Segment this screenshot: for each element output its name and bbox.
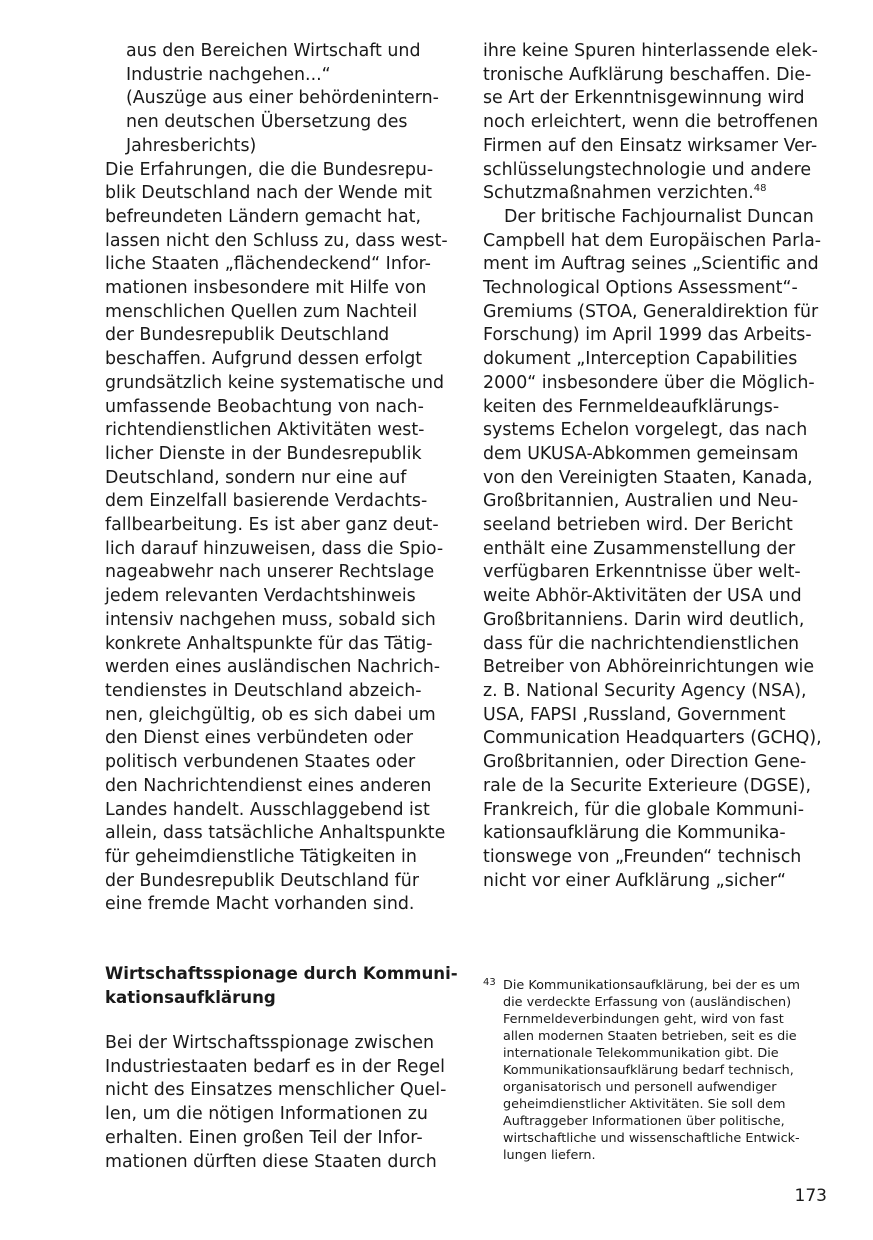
- text-line: werden eines ausländischen Nachrich-: [105, 657, 440, 678]
- footnote-line: Die Kommunikationsaufklärung, bei der es um: [503, 978, 800, 993]
- text-line: Deutschland, sondern nur eine auf: [105, 467, 407, 488]
- text-line: USA, FAPSI ,Russland, Government: [483, 704, 786, 725]
- text-line: schlüsselungstechnologie und andere: [483, 159, 812, 180]
- footnote-line: lungen liefern.: [503, 1148, 596, 1163]
- quote-line: nen deutschen Übersetzung des: [126, 112, 408, 133]
- text-line: dem Einzelfall basierende Verdachts-: [105, 491, 428, 512]
- quote-block: [105, 40, 455, 159]
- body-paragraph: [105, 159, 455, 918]
- quote-line: Industrie nachgehen...“: [126, 64, 331, 85]
- text-line: eine fremde Macht vorhanden sind.: [105, 894, 415, 915]
- body-paragraph: [483, 40, 843, 206]
- text-line: enthält eine Zusammenstellung der: [483, 538, 796, 559]
- text-line: licher Dienste in der Bundesrepublik: [105, 443, 422, 464]
- text-line: Großbritanniens. Darin wird deutlich,: [483, 609, 805, 630]
- text-line: den Dienst eines verbündeten oder: [105, 728, 414, 749]
- quote-line: (Auszüge aus einer behördenintern-: [126, 88, 439, 109]
- text-line: systems Echelon vorgelegt, das nach: [483, 420, 808, 441]
- text-line: Landes handelt. Ausschlaggebend ist: [105, 799, 430, 820]
- text-line: befreundeten Ländern gemacht hat,: [105, 206, 421, 227]
- text-line: grundsätzlich keine systematische und: [105, 372, 445, 393]
- text-line: rale de la Securite Exterieure (DGSE),: [483, 775, 811, 796]
- text-line: seeland betrieben wird. Der Bericht: [483, 515, 793, 536]
- text-line: Forschung) im April 1999 das Arbeits-: [483, 325, 812, 346]
- text-segment: Schutzmaßnahmen verzichten.: [483, 183, 754, 204]
- footnote-line: Fernmeldeverbindungen geht, wird von fast: [503, 1012, 784, 1027]
- text-line: weite Abhör-Aktivitäten der USA und: [483, 586, 802, 607]
- text-line: Gremiums (STOA, Generaldirektion für: [483, 301, 819, 322]
- text-line: keiten des Fernmeldeaufklärungs-: [483, 396, 780, 417]
- text-line: konkrete Anhaltspunkte für das Tätig-: [105, 633, 433, 654]
- text-line: nageabwehr nach unserer Rechtslage: [105, 562, 435, 583]
- text-line: beschaffen. Aufgrund dessen erfolgt: [105, 349, 423, 370]
- text-line: intensiv nachgehen muss, sobald sich: [105, 609, 436, 630]
- text-line: se Art der Erkenntnisgewinnung wird: [483, 88, 805, 109]
- right-column: [483, 40, 843, 893]
- footnote-line: organisatorisch und personell aufwendiger: [503, 1080, 777, 1095]
- text-line: der Bundesrepublik Deutschland: [105, 325, 390, 346]
- footnote-line: Kommunikationsaufklärung bedarf technisch,: [503, 1063, 794, 1078]
- text-line: 2000“ insbesondere über die Möglich-: [483, 372, 815, 393]
- text-line: Großbritannien, oder Direction Gene-: [483, 752, 807, 773]
- text-line: jedem relevanten Verdachtshinweis: [105, 586, 416, 607]
- footnote-line: Auftraggeber Informationen über politische,: [503, 1114, 785, 1129]
- text-line: Die Erfahrungen, die die Bundesrepu-: [105, 159, 434, 180]
- text-line: nen, gleichgültig, ob es sich dabei um: [105, 704, 436, 725]
- text-line: Communication Headquarters (GCHQ),: [483, 728, 822, 749]
- text-line: nicht des Einsatzes menschlicher Quel-: [105, 1080, 447, 1101]
- text-line: der Bundesrepublik Deutschland für: [105, 870, 419, 891]
- text-line: [483, 182, 843, 206]
- text-line: für geheimdienstliche Tätigkeiten in: [105, 846, 417, 867]
- text-line: kationsaufklärung die Kommunika-: [483, 823, 786, 844]
- text-line: von den Vereinigten Staaten, Kanada,: [483, 467, 813, 488]
- text-line: Technological Options Assessment“-: [483, 278, 798, 299]
- footnote-text: [503, 977, 833, 1164]
- text-line: z. B. National Security Agency (NSA),: [483, 680, 807, 701]
- section-heading: [105, 962, 458, 1010]
- text-line: tionswege von „Freunden“ technisch: [483, 846, 802, 867]
- text-line: noch erleichtert, wenn die betroffenen: [483, 112, 819, 133]
- text-line: Großbritannien, Australien und Neu-: [483, 491, 799, 512]
- quote-line: Jahresberichts): [126, 135, 257, 156]
- quote-line: aus den Bereichen Wirtschaft und: [126, 41, 421, 61]
- text-line: Firmen auf den Einsatz wirksamer Ver-: [483, 135, 818, 156]
- text-line: Frankreich, für die globale Kommuni-: [483, 799, 804, 820]
- text-line: dem UKUSA-Abkommen gemeinsam: [483, 443, 799, 464]
- page-number: 173: [794, 1186, 827, 1206]
- text-line: ment im Auftrag seines „Scientific and: [483, 254, 819, 275]
- text-line: tendienstes in Deutschland abzeich-: [105, 680, 422, 701]
- footnote-line: internationale Telekommunikation gibt. Die: [503, 1046, 779, 1061]
- footnote-reference[interactable]: 48: [753, 183, 767, 195]
- text-line: mationen dürften diese Staaten durch: [105, 1151, 437, 1172]
- text-line: tronische Aufklärung beschaffen. Die-: [483, 64, 812, 85]
- left-column: [105, 40, 455, 917]
- heading-line: Wirtschaftsspionage durch Kommuni-: [105, 964, 458, 983]
- text-line: lassen nicht den Schluss zu, dass west-: [105, 230, 448, 251]
- text-line: umfassende Beobachtung von nach-: [105, 396, 424, 417]
- body-paragraph: [483, 206, 843, 893]
- text-line: blik Deutschland nach der Wende mit: [105, 183, 432, 204]
- footnote: [483, 977, 833, 1164]
- text-line: richtendienstlichen Aktivitäten west-: [105, 420, 425, 441]
- text-line: Betreiber von Abhöreinrichtungen wie: [483, 657, 815, 678]
- footnote-line: wirtschaftliche und wissenschaftliche Entwick-: [503, 1131, 800, 1146]
- text-line: lich darauf hinzuweisen, dass die Spio-: [105, 538, 444, 559]
- text-line: mationen insbesondere mit Hilfe von: [105, 278, 427, 299]
- text-line: Campbell hat dem Europäischen Parla-: [483, 230, 822, 251]
- text-line: len, um die nötigen Informationen zu: [105, 1104, 428, 1125]
- text-line: nicht vor einer Aufklärung „sicher“: [483, 870, 787, 891]
- text-line: politisch verbundenen Staates oder: [105, 752, 416, 773]
- footnote-line: geheimdienstlicher Aktivitäten. Sie soll dem: [503, 1097, 786, 1112]
- text-line: Der britische Fachjournalist Duncan: [504, 206, 814, 227]
- text-line: liche Staaten „flächendeckend“ Infor-: [105, 254, 431, 275]
- text-line: verfügbaren Erkenntnisse über welt-: [483, 562, 801, 583]
- footnote-number: 43: [483, 977, 496, 988]
- section-body: [105, 1032, 455, 1174]
- footnote-line: allen modernen Staaten betrieben, seit es die: [503, 1029, 797, 1044]
- text-line: menschlichen Quellen zum Nachteil: [105, 301, 418, 322]
- heading-line: kationsaufklärung: [105, 988, 276, 1007]
- text-line: erhalten. Einen großen Teil der Infor-: [105, 1127, 423, 1148]
- text-line: fallbearbeitung. Es ist aber ganz deut-: [105, 515, 439, 536]
- text-line: dokument „Interception Capabilities: [483, 349, 798, 370]
- footnote-line: die verdeckte Erfassung von (ausländischen): [503, 995, 792, 1010]
- text-line: dass für die nachrichtendienstlichen: [483, 633, 800, 654]
- text-line: Bei der Wirtschaftsspionage zwischen: [105, 1033, 435, 1053]
- text-line: Industriestaaten bedarf es in der Regel: [105, 1056, 445, 1077]
- text-line: ihre keine Spuren hinterlassende elek-: [483, 41, 818, 61]
- text-line: den Nachrichtendienst eines anderen: [105, 775, 432, 796]
- text-line: allein, dass tatsächliche Anhaltspunkte: [105, 823, 446, 844]
